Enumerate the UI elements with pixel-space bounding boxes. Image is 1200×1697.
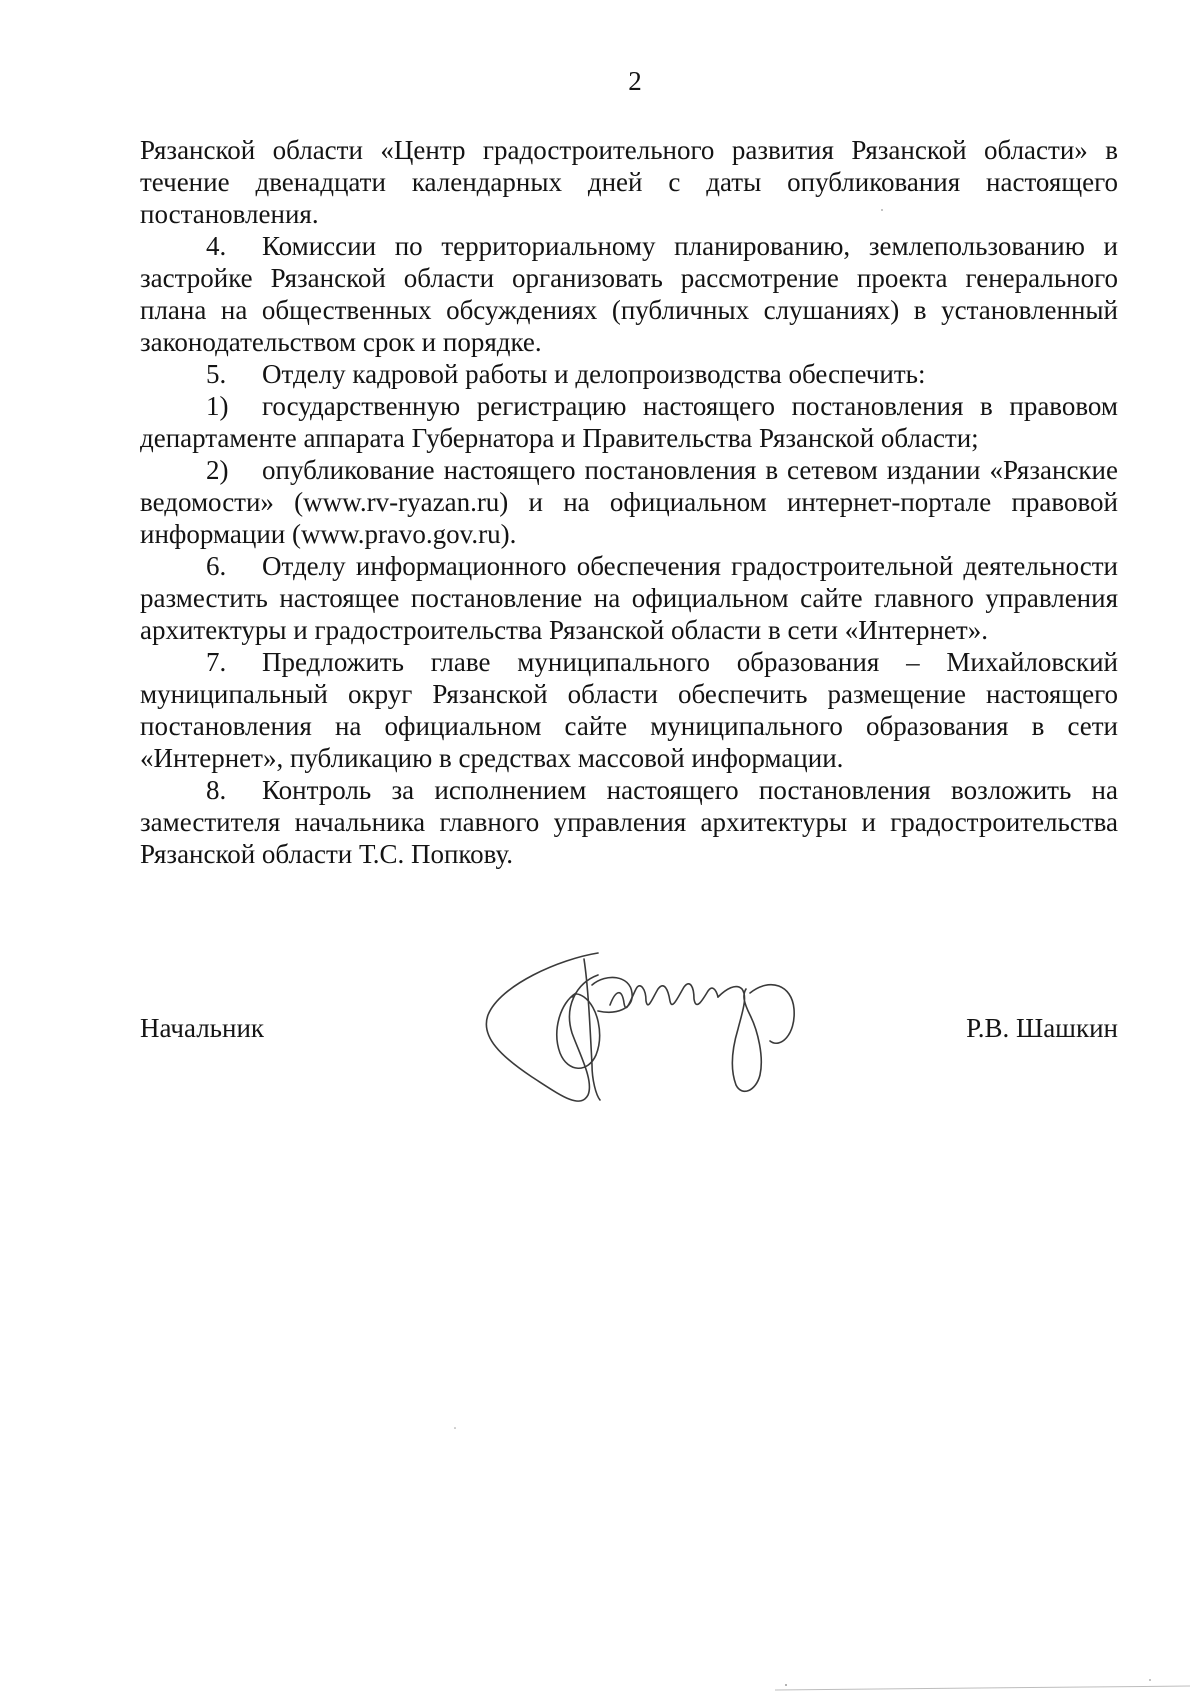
- paragraph-text: Рязанской области «Центр градостроительного развития Рязанской области» в течение двенадцати календарных дней с даты опубликования настоящего постановления.: [140, 135, 1118, 229]
- item-number: 1): [206, 391, 229, 421]
- paragraph-item-5: [140, 358, 1118, 390]
- paragraph-text: Отделу информационного обеспечения градостроительной деятельности разместить настоящее постановление на официальном сайте главного управления архитектуры и градостроительства Рязанской области в сети «Интернет».: [140, 551, 1118, 645]
- document-body: [140, 134, 1118, 870]
- signer-title: Начальник: [140, 1013, 265, 1043]
- handwritten-signature: [480, 945, 840, 1110]
- paragraph-continuation: [140, 134, 1118, 230]
- item-number: 8.: [206, 775, 227, 805]
- paragraph-item-4: [140, 230, 1118, 358]
- paragraph-item-8: [140, 774, 1118, 870]
- signer-name: Р.В. Шашкин: [966, 1013, 1118, 1043]
- item-number: 4.: [206, 231, 227, 261]
- item-number: 5.: [206, 359, 227, 389]
- page-number: 2: [628, 66, 642, 96]
- paragraph-text: Предложить главе муниципального образования – Михайловский муниципальный округ Рязанской области обеспечить размещение настоящего постановления на официальном сайте муниципального образования в сети «Интернет», публикацию в средствах массовой информации.: [140, 647, 1118, 773]
- paragraph-text: Контроль за исполнением настоящего постановления возложить на заместителя начальника главного управления архитектуры и градостроительства Рязанской области Т.С. Попкову.: [140, 775, 1118, 869]
- paragraph-text: Отделу кадровой работы и делопроизводства обеспечить:: [262, 359, 926, 389]
- paragraph-text: опубликование настоящего постановления в сетевом издании «Рязанские ведомости» (www.rv-ryazan.ru) и на официальном интернет-портале правовой информации (www.pravo.gov.ru).: [140, 455, 1118, 549]
- item-number: 6.: [206, 551, 227, 581]
- paragraph-text: Комиссии по территориальному планированию, землепользованию и застройке Рязанской области организовать рассмотрение проекта генерального плана на общественных обсуждениях (публичных слушаниях) в установленный законодательством срок и порядке.: [140, 231, 1118, 357]
- paragraph-item-6: [140, 550, 1118, 646]
- paragraph-subitem-1: [140, 390, 1118, 454]
- paragraph-subitem-2: [140, 454, 1118, 550]
- item-number: 7.: [206, 647, 227, 677]
- paragraph-text: государственную регистрацию настоящего постановления в правовом департаменте аппарата Губернатора и Правительства Рязанской области;: [140, 391, 1118, 453]
- item-number: 2): [206, 455, 229, 485]
- paragraph-item-7: [140, 646, 1118, 774]
